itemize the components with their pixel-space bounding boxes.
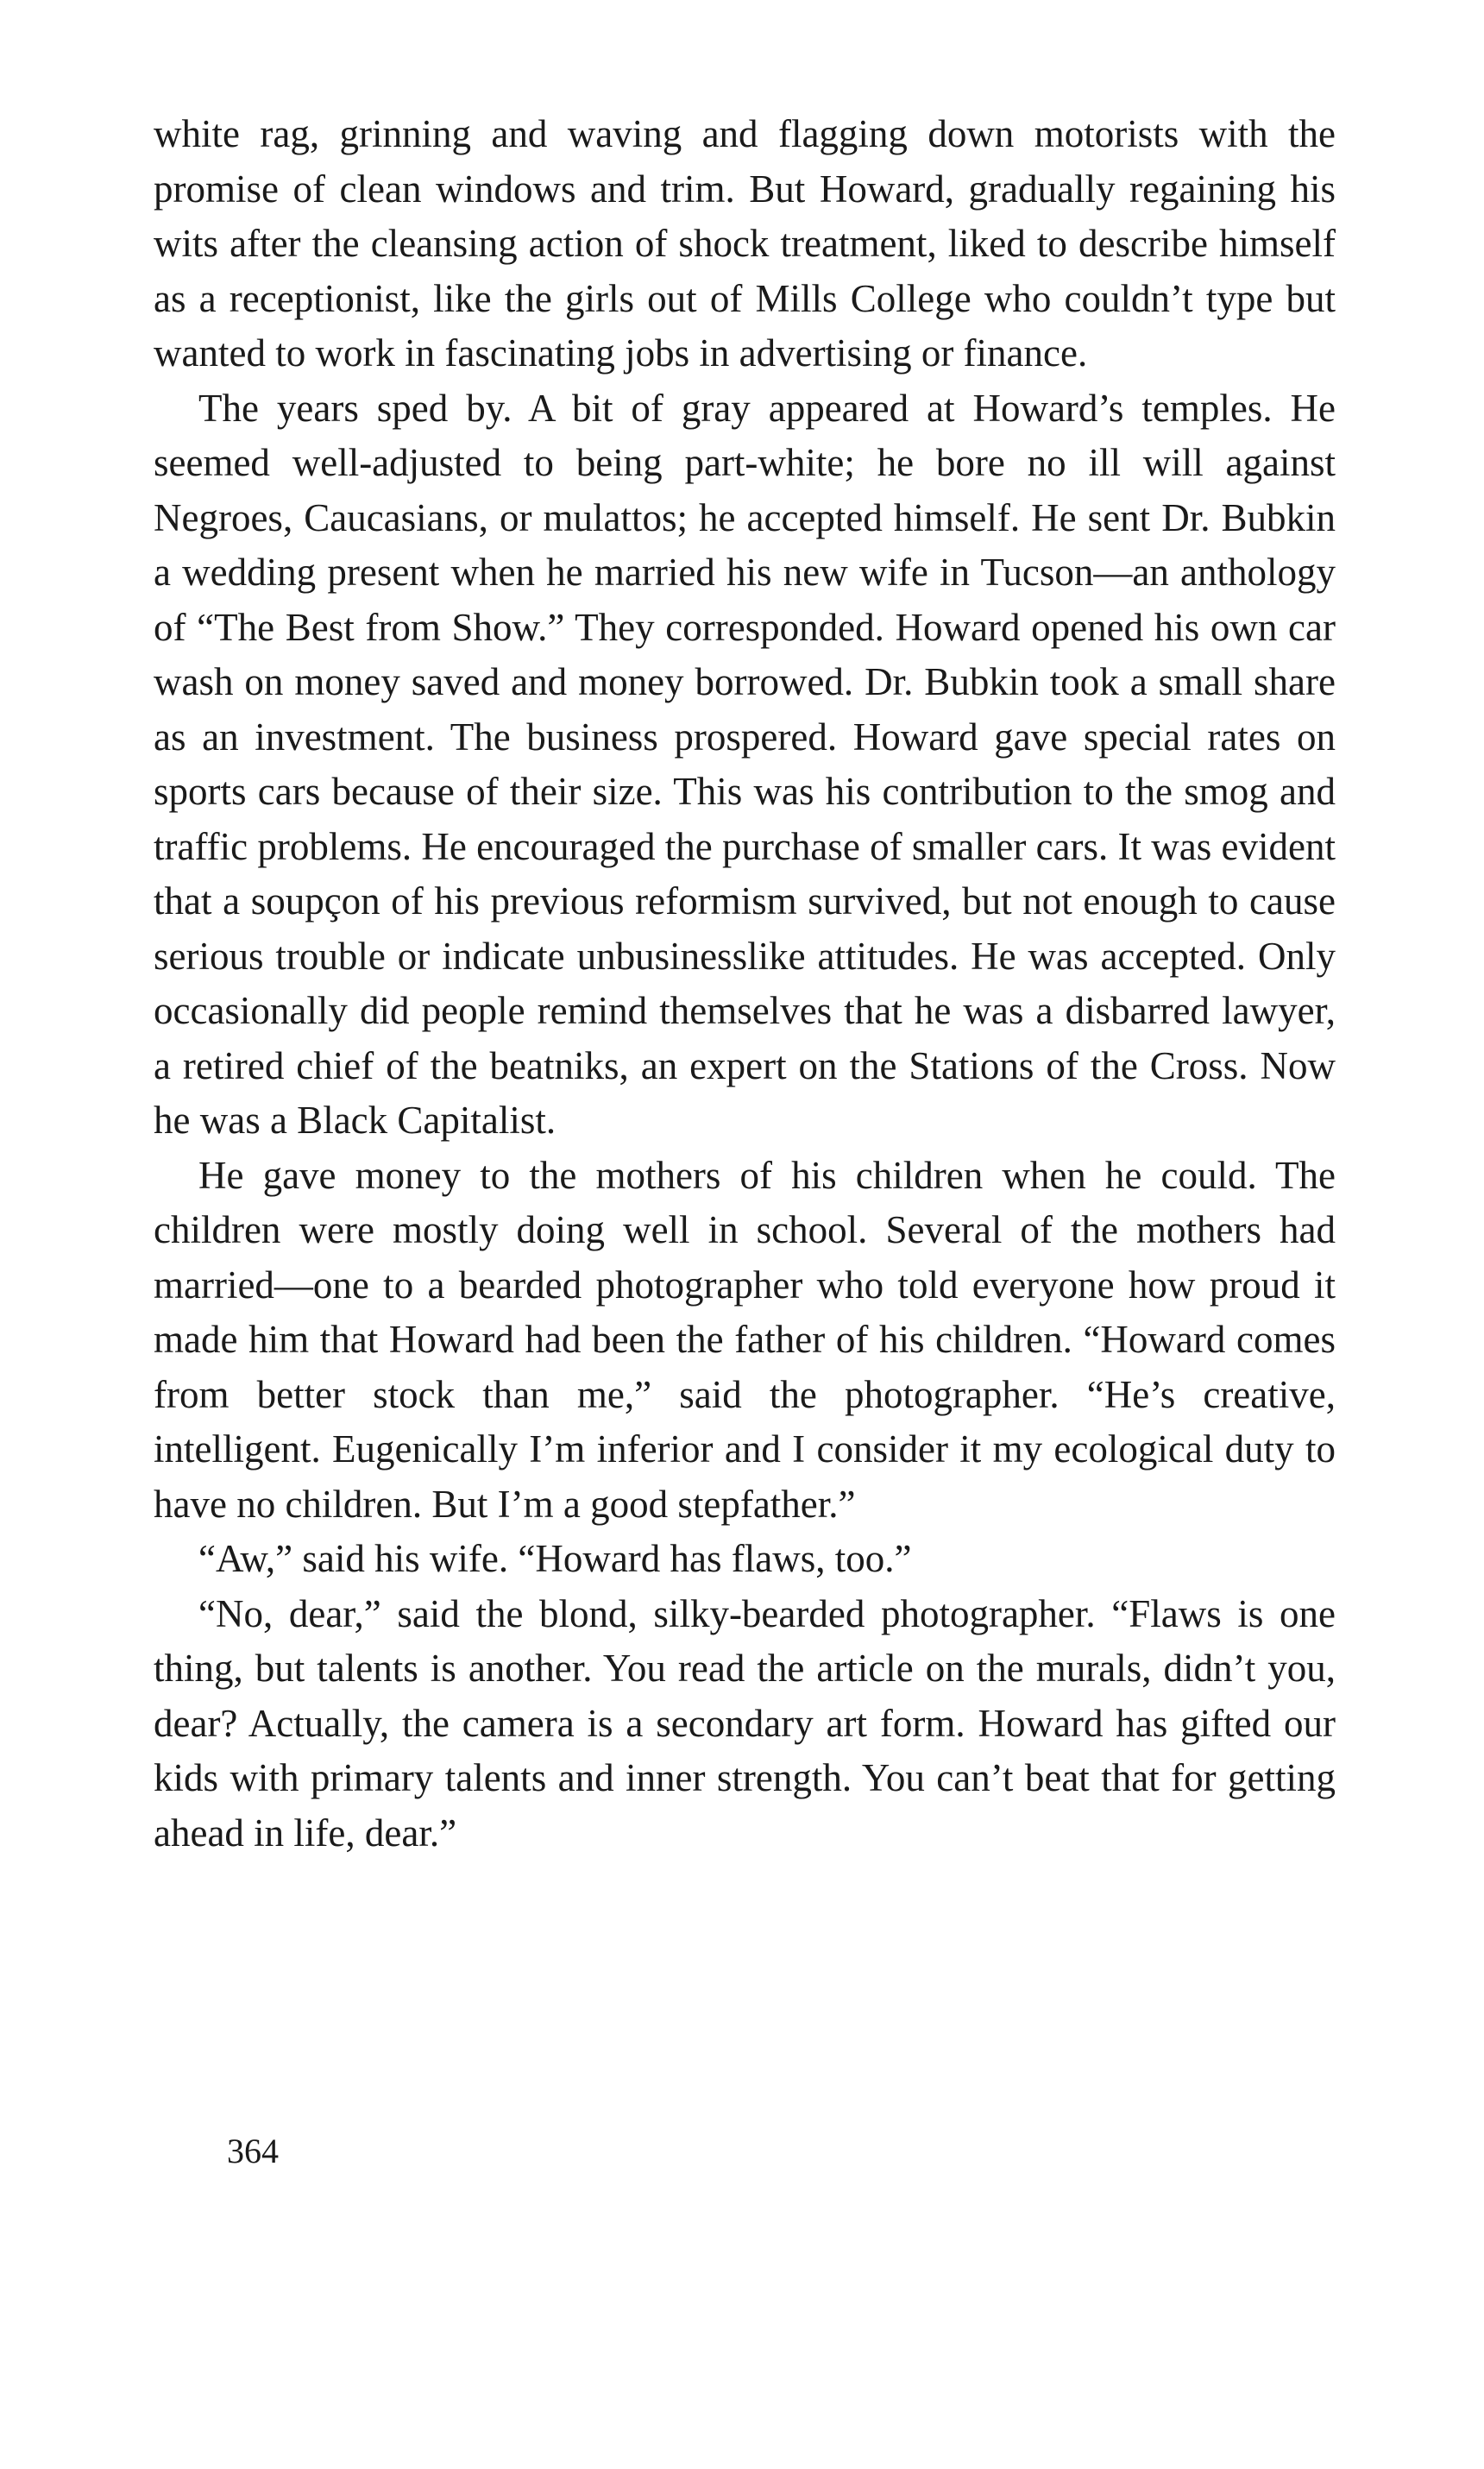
body-text — [154, 107, 1336, 1861]
paragraph-years-sped-by: The years sped by. A bit of gray appeared at Howard’s temples. He seemed well-adjusted to being part-white; he bore no ill will against Negroes, Caucasians, or mulattos; he accepted himself. He sent Dr. Bubkin a wedding present when he married his new wife in Tucson—an anthology of “The Best from Show.” They corresponded. Howard opened his own car wash on money saved and money borrowed. Dr. Bubkin took a small share as an investment. The business prospered. Howard gave special rates on sports cars because of their size. This was his contribution to the smog and traffic problems. He encouraged the purchase of smaller cars. It was evident that a soupçon of his previous reformism survived, but not enough to cause serious trouble or indicate unbusinesslike attitudes. He was accepted. Only occasionally did people remind themselves that he was a disbarred lawyer, a retired chief of the beatniks, an expert on the Stations of the Cross. Now he was a Black Capitalist. — [154, 386, 1336, 1142]
page-number: 364 — [227, 2132, 279, 2170]
paragraph-wife-reply: “Aw,” said his wife. “Howard has flaws, too.” — [198, 1537, 912, 1580]
paragraph-continued: white rag, grinning and waving and flagging down motorists with the promise of clean windows and trim. But Howard, gradually regaining his wits after the cleansing action of shock treatment, liked to describe himself as a receptionist, like the girls out of Mills College who couldn’t type but wanted to work in fascinating jobs in advertising or finance. — [154, 112, 1336, 375]
paragraph-photographer-reply: “No, dear,” said the blond, silky-bearded photographer. “Flaws is one thing, but talents is another. You read the article on the murals, didn’t you, dear? Actually, the camera is a secondary art form. Howard has gifted our kids with primary talents and inner strength. You can’t beat that for getting ahead in life, dear.” — [154, 1591, 1336, 1855]
paragraph-mothers-of-children: He gave money to the mothers of his children when he could. The children were mostly doing well in school. Several of the mothers had married—one to a bearded photographer who told everyone how proud it made him that Howard had been the father of his children. “Howard comes from better stock than me,” said the photographer. “He’s creative, intelligent. Eugenically I’m inferior and I consider it my ecological duty to have no children. But I’m a good stepfather.” — [154, 1153, 1336, 1526]
